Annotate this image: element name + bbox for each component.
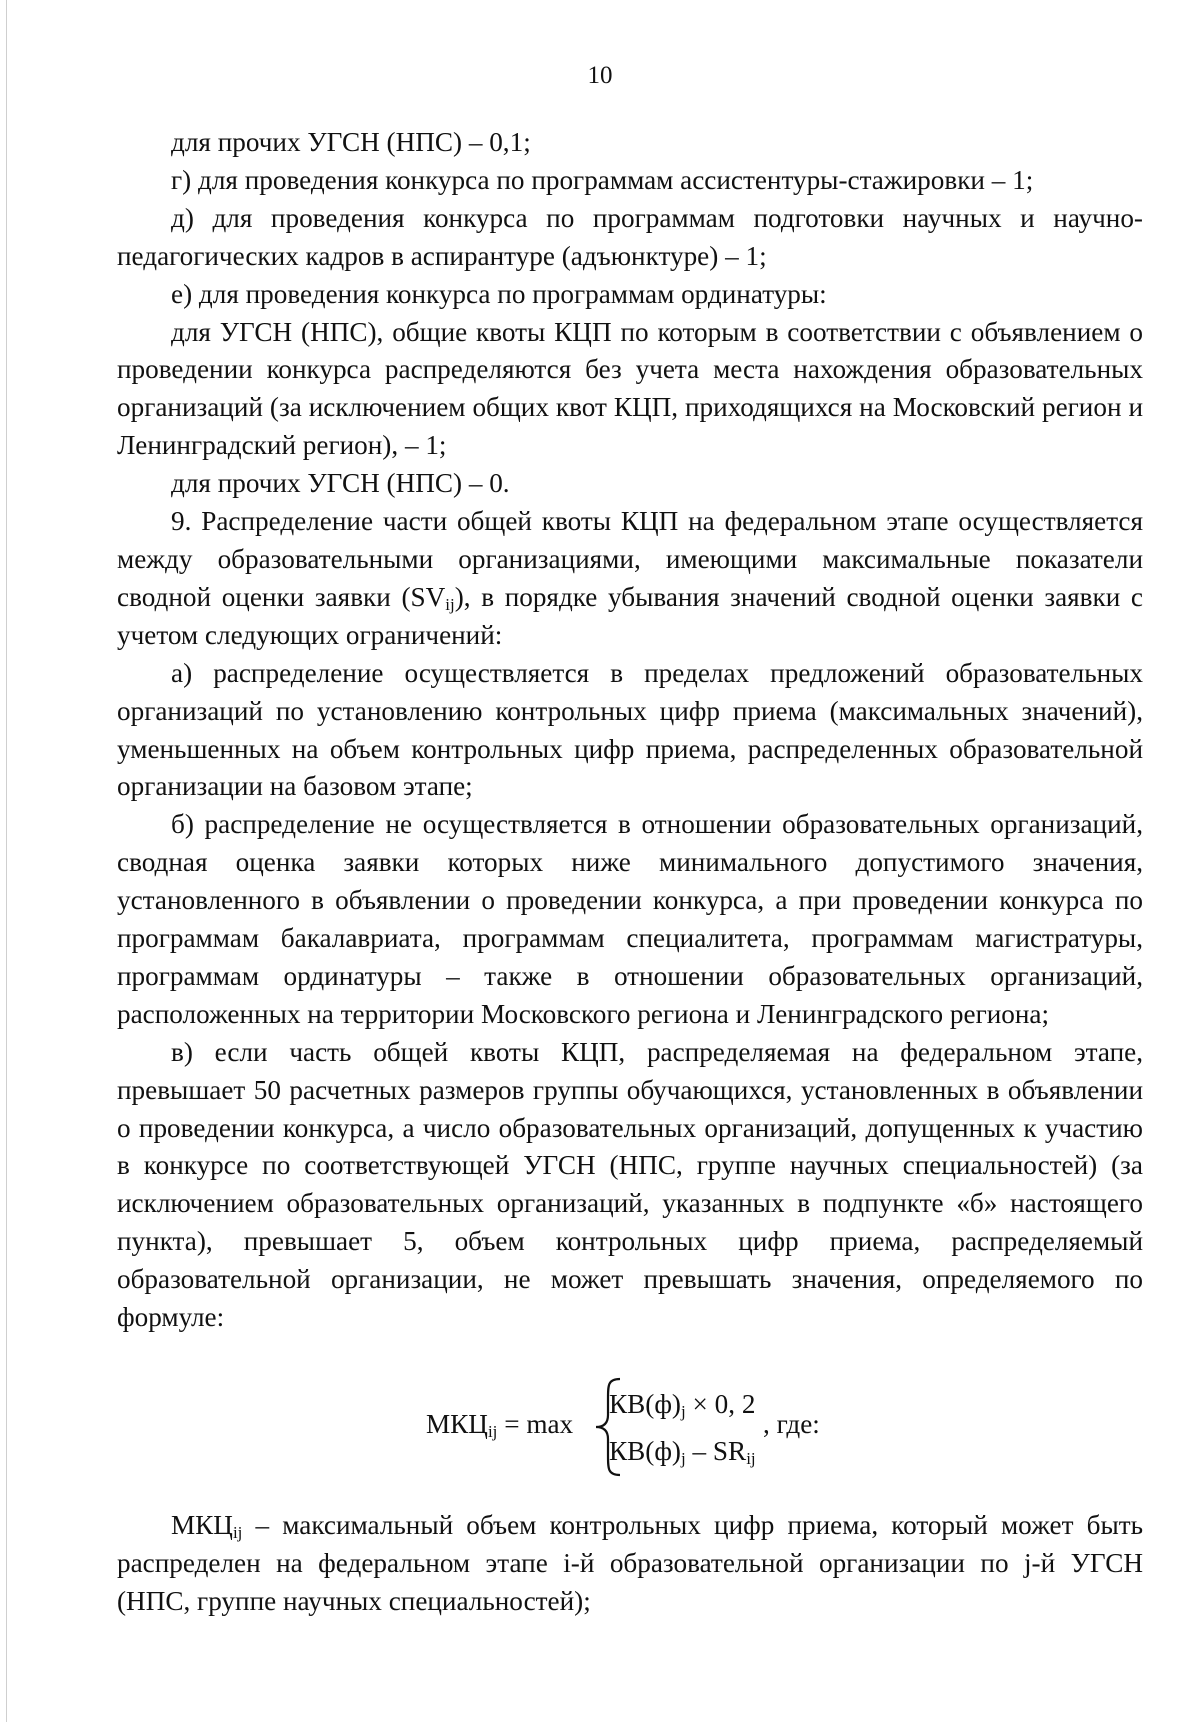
formula-line-2-term: КВ(ф) [609, 1436, 681, 1466]
subitem-b: б) распределение не осуществляется в отношении образовательных организаций, сводная оценка заявки которых ниже минимального допустимого значения, установленного в объявлении о проведении конкурса, а при проведении конкурса по программам бакалавриата, программам специалитета, программам магистратуры, программам ординатуры – также в отношении образовательных организаций, расположенных на территории Московского региона и Ленинградского региона; [117, 809, 1143, 1029]
formula [117, 1371, 1143, 1483]
paragraph-g: г) для проведения конкурса по программам ассистентуры-стажировки – 1; [171, 164, 1034, 195]
paragraph-d: д) для проведения конкурса по программам подготовки научных и научно-педагогических кадров в аспирантуре (адъюнктуре) – 1; [117, 202, 1143, 271]
subitem-a: а) распределение осуществляется в пределах предложений образовательных организаций по установлению контрольных цифр приема (максимальных значений), уменьшенных на объем контрольных цифр приема, распределенных образовательной организации на базовом этапе; [117, 657, 1143, 802]
definition-term: МКЦ [171, 1510, 233, 1540]
page-number: 10 [587, 62, 613, 89]
formula-operator: = max [497, 1409, 574, 1439]
formula-line-2-subscript-2: ij [746, 1449, 756, 1468]
definition-mkc [117, 1507, 1143, 1621]
subitem-v: в) если часть общей квоты КЦП, распределяемая на федеральном этапе, превышает 50 расчетных размеров группы обучающихся, установленных в объявлении о проведении конкурса, а число образовательных организаций, допущенных к участию в конкурсе по соответствующей УГСН (НПС, группе научных специальностей) (за исключением образовательных организаций, указанных в подпункте «б» настоящего пункта), превышает 5, объем контрольных цифр приема, распределяемый образовательной организации, не может превышать значения, определяемого по формуле: [117, 1036, 1143, 1333]
formula-line-2-minus: – SR [685, 1436, 747, 1466]
formula-where: , где: [763, 1409, 820, 1439]
document-body [117, 124, 1143, 1621]
formula-line-1-subscript: j [681, 1402, 686, 1421]
paragraph-ugsn-moscow: для УГСН (НПС), общие квоты КЦП по которым в соответствии с объявлением о проведении конкурса распределяются без учета места нахождения образовательных организаций (за исключением общих квот КЦП, приходящихся на Московский регион и Ленинградский регион), – 1; [117, 316, 1143, 461]
formula-lhs [426, 1406, 573, 1444]
item-9-subscript: ij [445, 594, 455, 614]
formula-lhs-symbol: МКЦ [426, 1409, 488, 1439]
formula-line-1 [609, 1386, 755, 1424]
formula-line-1-term: КВ(ф) [609, 1389, 681, 1419]
paragraph-item-9 [117, 503, 1143, 655]
definition-term-subscript: ij [232, 1523, 243, 1542]
definition-text: – максимальный объем контрольных цифр приема, который может быть распределен на федеральном этапе i-й образовательной организации по j-й УГСН (НПС, группе научных специальностей); [117, 1510, 1143, 1616]
item-9-text: 9. Распределение части общей квоты КЦП на федеральном этапе осуществляется между образовательными организациями, имеющими максимальные показатели сводной оценки заявки (SV [117, 506, 1143, 612]
page-edge [6, 0, 7, 1722]
paragraph-other-ugsn-2: для прочих УГСН (НПС) – 0. [171, 468, 510, 499]
formula-lhs-subscript: ij [487, 1422, 498, 1441]
formula-line-2-subscript: j [681, 1449, 686, 1468]
formula-line-2 [609, 1433, 756, 1471]
formula-line-1-factor: × 0, 2 [685, 1389, 756, 1419]
paragraph-e: е) для проведения конкурса по программам ординатуры: [171, 278, 827, 309]
item-9-text-end: ), в порядке убывания значений сводной оценки заявки с учетом следующих ограничений: [117, 581, 1143, 650]
paragraph-other-ugsn-1: для прочих УГСН (НПС) – 0,1; [171, 127, 531, 157]
